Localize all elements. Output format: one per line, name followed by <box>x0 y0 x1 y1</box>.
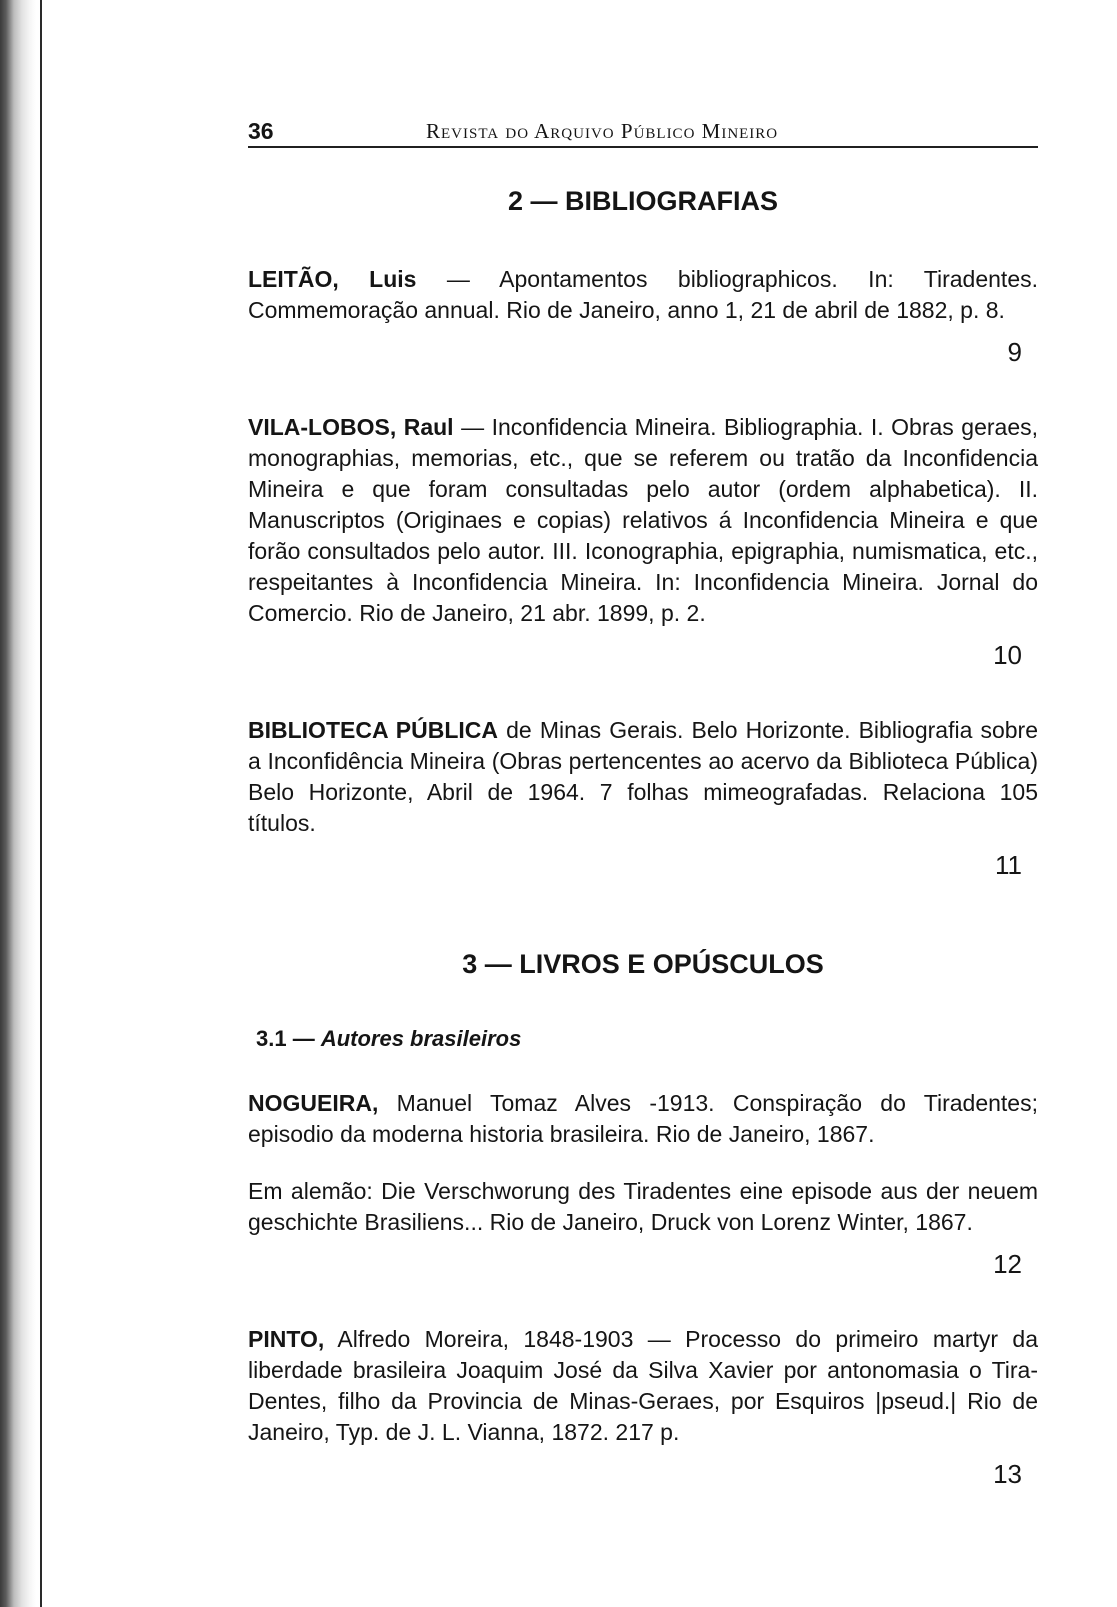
entry-number: 13 <box>993 1459 1022 1489</box>
bibliography-entry-pinto <box>248 1324 1038 1448</box>
entry-text: Manuel Tomaz Alves -1913. Conspiração do Tiradentes; episodio da moderna historia brasileira. Rio de Janeiro, 1867. <box>248 1090 1038 1147</box>
entry-number: 11 <box>995 850 1022 880</box>
running-header <box>248 110 1038 148</box>
page-binding-edge <box>40 0 42 1607</box>
journal-title: Revista do Arquivo Público Mineiro <box>426 119 779 143</box>
subsection-heading <box>256 1026 1038 1052</box>
entry-number: 10 <box>993 640 1022 670</box>
bibliography-entry-german-edition <box>248 1176 1038 1238</box>
entry-text: — Apontamentos bibliographicos. In: Tiradentes. Commemoração annual. Rio de Janeiro, anno 1, 21 de abril de 1882, p. 8. <box>248 266 1039 323</box>
entry-author: VILA-LOBOS, Raul <box>248 414 454 440</box>
subsection-title: Autores brasileiros <box>320 1026 522 1051</box>
entry-author: LEITÃO, Luis <box>248 266 417 292</box>
entry-text: de Minas Gerais. Belo Horizonte. Bibliografia sobre a Inconfidência Mineira (Obras pertencentes ao acervo da Biblioteca Pública) Belo Horizonte, Abril de 1964. 7 folhas mimeografadas. Relaciona 105 títulos. <box>248 717 1038 836</box>
bibliography-entry-biblioteca-publica <box>248 715 1038 839</box>
section-heading-livros-e-opusculos: 3 — LIVROS E OPÚSCULOS <box>462 949 824 979</box>
section-heading-bibliografias: 2 — BIBLIOGRAFIAS <box>507 186 778 216</box>
entry-author: BIBLIOTECA PÚBLICA <box>248 717 499 743</box>
entry-text: — Inconfidencia Mineira. Bibliographia. I. Obras geraes, monographias, memorias, etc., que se referem ou tratão da Inconfidencia Mineira e que foram consultadas pelo autor (ordem alphabetica). II. Manuscriptos (Originaes e copias) relativos á Inconfidencia Mineira e que forão consultados pelo autor. III. Iconographia, epigraphia, numismatica, etc., respeitantes à Inconfidencia Mineira. In: Inconfidencia Mineira. Jornal do Comercio. Rio de Janeiro, 21 abr. 1899, p. 2. <box>248 414 1038 626</box>
entry-author: PINTO, <box>248 1326 325 1352</box>
bibliography-entry-nogueira <box>248 1088 1038 1150</box>
entry-number: 12 <box>993 1249 1022 1279</box>
page-number: 36 <box>248 118 274 144</box>
bibliography-entry-leitao <box>248 264 1038 326</box>
bibliography-entry-vila-lobos <box>248 412 1038 629</box>
entry-text: Em alemão: Die Verschworung des Tiradentes eine episode aus der neuem geschichte Brasiliens... Rio de Janeiro, Druck von Lorenz Winter, 1867. <box>248 1178 1038 1235</box>
entry-author: NOGUEIRA, <box>248 1090 379 1116</box>
document-page <box>248 110 1038 1494</box>
entry-text: Alfredo Moreira, 1848-1903 — Processo do primeiro martyr da liberdade brasileira Joaquim José da Silva Xavier por antonomasia o Tira-Dentes, filho da Provincia de Minas-Geraes, por Esquiros |pseud.| Rio de Janeiro, Typ. de J. L. Vianna, 1872. 217 p. <box>248 1326 1038 1445</box>
page-binding-shadow <box>0 0 36 1607</box>
subsection-number: 3.1 — <box>256 1026 321 1051</box>
entry-number: 9 <box>1007 337 1022 367</box>
